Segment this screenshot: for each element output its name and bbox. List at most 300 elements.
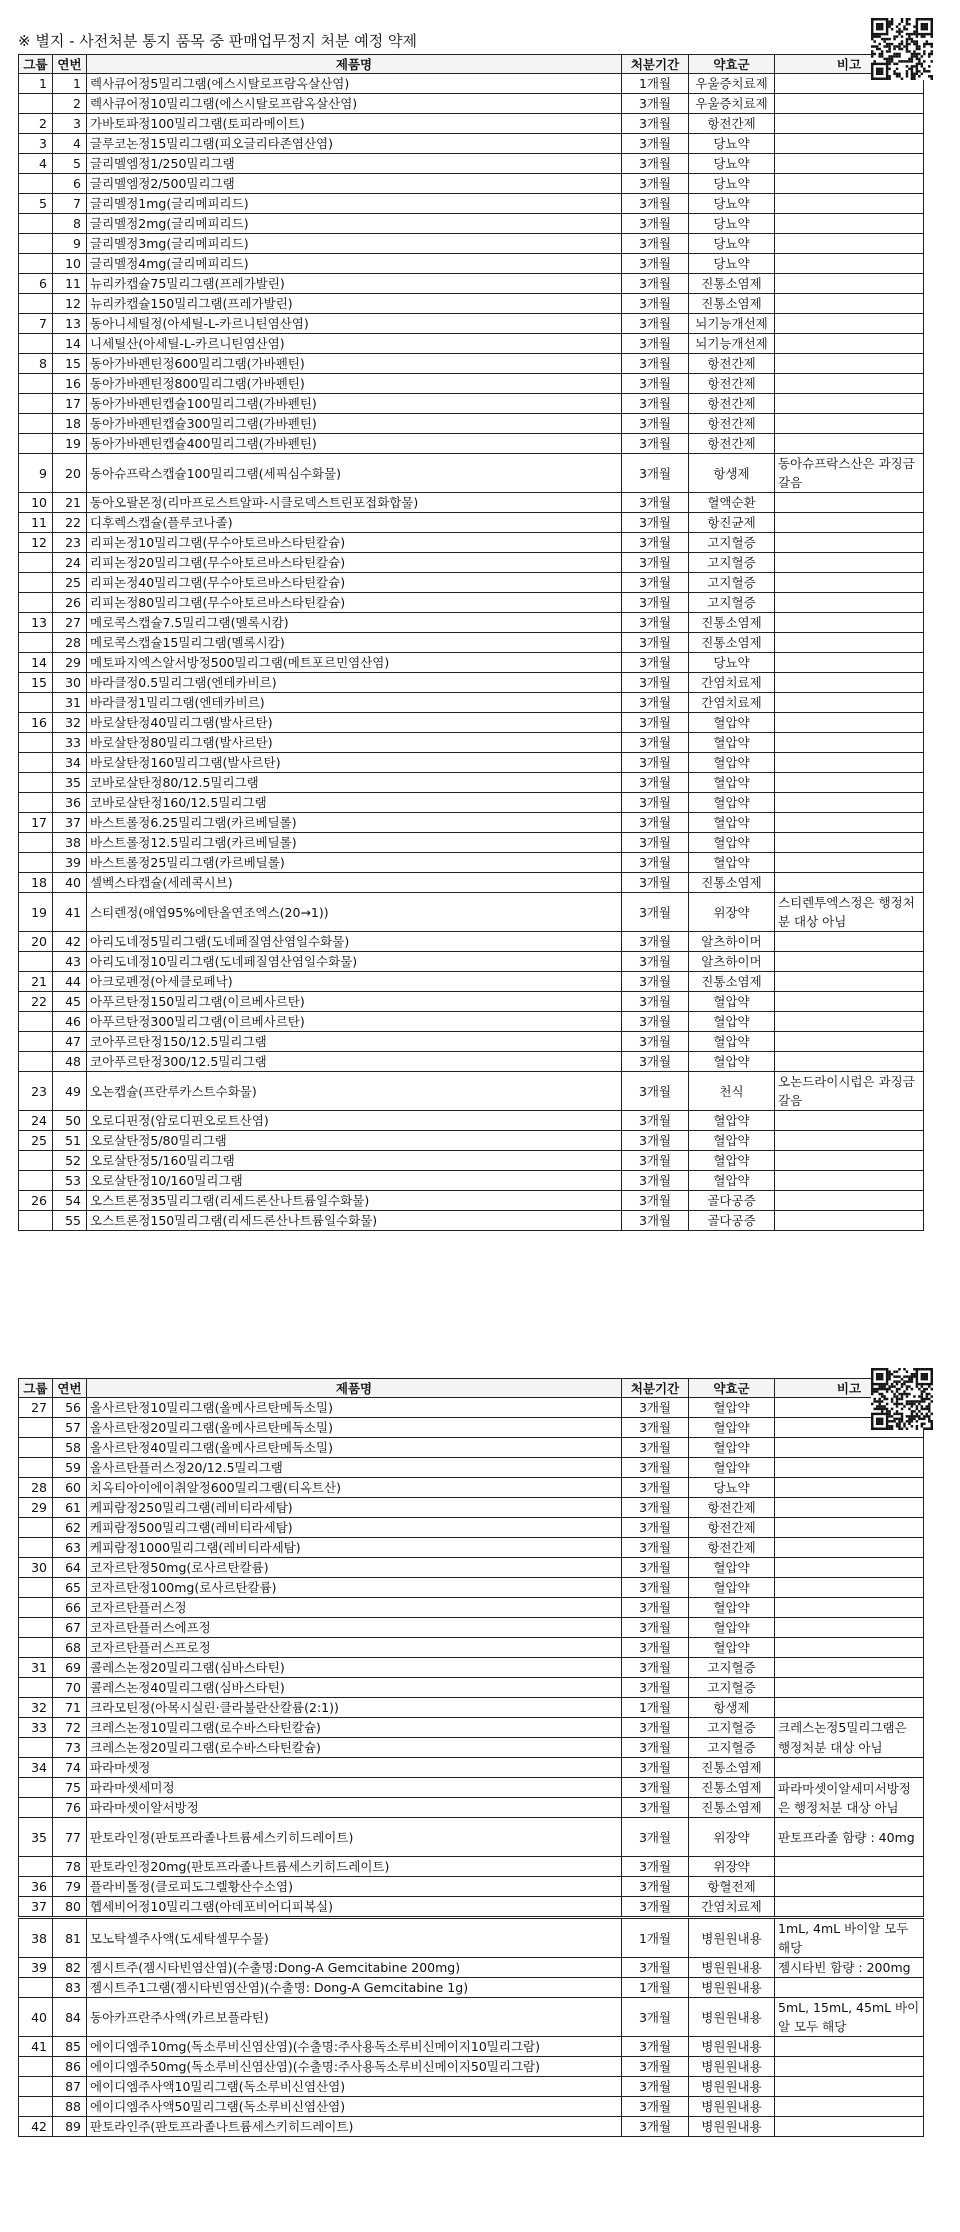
period-cell: 3개월: [622, 134, 689, 154]
serial-cell: 18: [53, 414, 87, 434]
product-name-cell: 아리도네정10밀리그램(도네페질염산염일수화물): [87, 952, 622, 972]
class-cell: 간염치료제: [689, 1897, 775, 1918]
group-cell: [19, 174, 53, 194]
header-remark: 비고: [775, 55, 924, 74]
serial-cell: 6: [53, 174, 87, 194]
class-cell: 당뇨약: [689, 254, 775, 274]
class-cell: 혈압약: [689, 992, 775, 1012]
product-name-cell: 에이디엠주50mg(독소루비신염산염)(수출명:주사용독소루비신메이지50밀리그람): [87, 2057, 622, 2077]
table-row: [19, 972, 924, 992]
product-name-cell: 코아푸르탄정300/12.5밀리그램: [87, 1052, 622, 1072]
class-cell: 고지혈증: [689, 1658, 775, 1678]
product-name-cell: 코자르탄플러스프로정: [87, 1638, 622, 1658]
period-cell: 3개월: [622, 1191, 689, 1211]
serial-cell: 56: [53, 1398, 87, 1418]
group-cell: [19, 753, 53, 773]
class-cell: 위장약: [689, 893, 775, 932]
remark-cell: [775, 813, 924, 833]
remark-cell: [775, 493, 924, 513]
remark-cell: [775, 354, 924, 374]
remark-cell: [775, 1032, 924, 1052]
period-cell: 3개월: [622, 1558, 689, 1578]
class-cell: 혈압약: [689, 1638, 775, 1658]
remark-cell: [775, 434, 924, 454]
table-row: [19, 374, 924, 394]
group-cell: 37: [19, 1897, 53, 1918]
period-cell: 3개월: [622, 773, 689, 793]
table-row: [19, 1758, 924, 1778]
table-row: [19, 1418, 924, 1438]
remark-cell: [775, 1151, 924, 1171]
serial-cell: 85: [53, 2037, 87, 2057]
remark-cell: [775, 853, 924, 873]
group-cell: 16: [19, 713, 53, 733]
group-cell: 20: [19, 932, 53, 952]
remark-cell: [775, 394, 924, 414]
period-cell: 3개월: [622, 334, 689, 354]
group-cell: [19, 1518, 53, 1538]
table-row: [19, 613, 924, 633]
group-cell: [19, 733, 53, 753]
period-cell: 3개월: [622, 1857, 689, 1877]
serial-cell: 20: [53, 454, 87, 493]
serial-cell: 9: [53, 234, 87, 254]
class-cell: 항전간제: [689, 1538, 775, 1558]
group-cell: [19, 1578, 53, 1598]
serial-cell: 46: [53, 1012, 87, 1032]
group-cell: [19, 1778, 53, 1798]
serial-cell: 87: [53, 2077, 87, 2097]
group-cell: 23: [19, 1072, 53, 1111]
class-cell: 천식: [689, 1072, 775, 1111]
class-cell: 혈압약: [689, 1052, 775, 1072]
remark-cell: [775, 414, 924, 434]
period-cell: 3개월: [622, 1151, 689, 1171]
class-cell: 진통소염제: [689, 972, 775, 992]
period-cell: 3개월: [622, 753, 689, 773]
group-cell: 32: [19, 1698, 53, 1718]
table-row: [19, 1998, 924, 2037]
table-header-row: [19, 55, 924, 74]
document-page-2: [18, 1378, 923, 2137]
serial-cell: 16: [53, 374, 87, 394]
class-cell: 항전간제: [689, 414, 775, 434]
group-cell: [19, 2077, 53, 2097]
period-cell: 3개월: [622, 992, 689, 1012]
group-cell: 24: [19, 1111, 53, 1131]
group-cell: [19, 1052, 53, 1072]
group-cell: 41: [19, 2037, 53, 2057]
serial-cell: 13: [53, 314, 87, 334]
group-cell: 31: [19, 1658, 53, 1678]
class-cell: 고지혈증: [689, 573, 775, 593]
serial-cell: 88: [53, 2097, 87, 2117]
class-cell: 항생제: [689, 454, 775, 493]
group-cell: [19, 1857, 53, 1877]
product-name-cell: 디후렉스캡슐(플루코나졸): [87, 513, 622, 533]
table-row: [19, 1818, 924, 1857]
class-cell: 진통소염제: [689, 1758, 775, 1778]
table-row: [19, 673, 924, 693]
period-cell: 3개월: [622, 394, 689, 414]
product-name-cell: 코바로살탄정160/12.5밀리그램: [87, 793, 622, 813]
serial-cell: 62: [53, 1518, 87, 1538]
document-page-1: [18, 28, 923, 1231]
group-cell: [19, 1618, 53, 1638]
class-cell: 뇌기능개선제: [689, 314, 775, 334]
class-cell: 간염치료제: [689, 673, 775, 693]
period-cell: 3개월: [622, 1958, 689, 1978]
product-name-cell: 오로디핀정(암로디핀오로트산염): [87, 1111, 622, 1131]
table-row: [19, 873, 924, 893]
serial-cell: 82: [53, 1958, 87, 1978]
remark-cell: [775, 1578, 924, 1598]
group-cell: 22: [19, 992, 53, 1012]
table-row: [19, 234, 924, 254]
period-cell: 3개월: [622, 1618, 689, 1638]
product-name-cell: 메토파지엑스알서방정500밀리그램(메트포르민염산염): [87, 653, 622, 673]
period-cell: 3개월: [622, 214, 689, 234]
table-row: [19, 1438, 924, 1458]
table-row: [19, 693, 924, 713]
remark-cell: 행정처분 대상 아님: [775, 1738, 924, 1758]
product-name-cell: 글루코논정15밀리그램(피오글리타존염산염): [87, 134, 622, 154]
serial-cell: 26: [53, 593, 87, 613]
remark-cell: [775, 533, 924, 553]
remark-cell: [775, 1498, 924, 1518]
class-cell: 우울증치료제: [689, 94, 775, 114]
table-row: [19, 813, 924, 833]
remark-cell: [775, 873, 924, 893]
class-cell: 고지혈증: [689, 533, 775, 553]
product-name-cell: 헵세비어정10밀리그램(아데포비어디피복실): [87, 1897, 622, 1918]
group-cell: 10: [19, 493, 53, 513]
group-cell: [19, 573, 53, 593]
period-cell: 3개월: [622, 234, 689, 254]
period-cell: 3개월: [622, 1758, 689, 1778]
group-cell: [19, 593, 53, 613]
class-cell: 병원원내용: [689, 1918, 775, 1958]
group-cell: [19, 773, 53, 793]
class-cell: 골다공증: [689, 1191, 775, 1211]
serial-cell: 2: [53, 94, 87, 114]
class-cell: 혈압약: [689, 833, 775, 853]
table-row: [19, 414, 924, 434]
table-row: [19, 434, 924, 454]
group-cell: [19, 1798, 53, 1818]
product-name-cell: 바라클정1밀리그램(엔테카비르): [87, 693, 622, 713]
class-cell: 혈압약: [689, 1111, 775, 1131]
product-name-cell: 크레스논정20밀리그램(로수바스타틴칼슘): [87, 1738, 622, 1758]
remark-cell: [775, 573, 924, 593]
product-name-cell: 바로살탄정40밀리그램(발사르탄): [87, 713, 622, 733]
period-cell: 1개월: [622, 1978, 689, 1998]
period-cell: 3개월: [622, 434, 689, 454]
serial-cell: 37: [53, 813, 87, 833]
product-name-cell: 렉사큐어정5밀리그램(에스시탈로프람옥살산염): [87, 74, 622, 94]
period-cell: 3개월: [622, 2117, 689, 2137]
class-cell: 알츠하이머: [689, 952, 775, 972]
serial-cell: 73: [53, 1738, 87, 1758]
remark-cell: 오논드라이시럽은 과징금 갈음: [775, 1072, 924, 1111]
table-row: [19, 932, 924, 952]
period-cell: 3개월: [622, 1818, 689, 1857]
class-cell: 혈압약: [689, 773, 775, 793]
group-cell: [19, 1978, 53, 1998]
group-cell: 26: [19, 1191, 53, 1211]
group-cell: 36: [19, 1877, 53, 1897]
table-row: [19, 1558, 924, 1578]
product-name-cell: 코자르탄플러스에프정: [87, 1618, 622, 1638]
product-name-cell: 바로살탄정80밀리그램(발사르탄): [87, 733, 622, 753]
table-row: [19, 713, 924, 733]
header-name: 제품명: [87, 55, 622, 74]
serial-cell: 45: [53, 992, 87, 1012]
serial-cell: 28: [53, 633, 87, 653]
serial-cell: 61: [53, 1498, 87, 1518]
product-name-cell: 젬시트주1그램(젬시타빈염산염)(수출명: Dong-A Gemcitabine 1g): [87, 1978, 622, 1998]
group-cell: [19, 633, 53, 653]
remark-cell: [775, 833, 924, 853]
header-class: 약효군: [689, 1379, 775, 1398]
class-cell: 당뇨약: [689, 174, 775, 194]
group-cell: 14: [19, 653, 53, 673]
class-cell: 우울증치료제: [689, 74, 775, 94]
table-row: [19, 1678, 924, 1698]
group-cell: 21: [19, 972, 53, 992]
remark-cell: [775, 713, 924, 733]
drug-table-page-1: [18, 54, 924, 1231]
period-cell: 3개월: [622, 274, 689, 294]
table-row: [19, 853, 924, 873]
product-name-cell: 판토라인정(판토프라졸나트륨세스키히드레이트): [87, 1818, 622, 1857]
class-cell: 당뇨약: [689, 194, 775, 214]
class-cell: 혈액순환: [689, 493, 775, 513]
period-cell: 3개월: [622, 314, 689, 334]
class-cell: 항전간제: [689, 1518, 775, 1538]
class-cell: 고지혈증: [689, 593, 775, 613]
period-cell: 3개월: [622, 693, 689, 713]
table-row: [19, 394, 924, 414]
remark-cell: [775, 114, 924, 134]
product-name-cell: 에이디엠주사액10밀리그램(독소루비신염산염): [87, 2077, 622, 2097]
product-name-cell: 코바로살탄정80/12.5밀리그램: [87, 773, 622, 793]
product-name-cell: 동아가바펜틴캡슐300밀리그램(가바펜틴): [87, 414, 622, 434]
product-name-cell: 바스트롤정25밀리그램(카르베딜롤): [87, 853, 622, 873]
period-cell: 3개월: [622, 94, 689, 114]
class-cell: 진통소염제: [689, 633, 775, 653]
table-row: [19, 833, 924, 853]
class-cell: 혈압약: [689, 713, 775, 733]
table-row: [19, 2117, 924, 2137]
remark-cell: [775, 334, 924, 354]
period-cell: 3개월: [622, 1418, 689, 1438]
remark-cell: [775, 1111, 924, 1131]
period-cell: 3개월: [622, 1012, 689, 1032]
remark-cell: [775, 633, 924, 653]
table-row: [19, 1131, 924, 1151]
serial-cell: 79: [53, 1877, 87, 1897]
group-cell: [19, 1598, 53, 1618]
serial-cell: 25: [53, 573, 87, 593]
class-cell: 진통소염제: [689, 613, 775, 633]
period-cell: 3개월: [622, 813, 689, 833]
group-cell: 12: [19, 533, 53, 553]
product-name-cell: 동아가바펜틴캡슐400밀리그램(가바펜틴): [87, 434, 622, 454]
remark-cell: [775, 753, 924, 773]
table-row: [19, 1538, 924, 1558]
period-cell: 3개월: [622, 1638, 689, 1658]
group-cell: [19, 1438, 53, 1458]
class-cell: 혈압약: [689, 1618, 775, 1638]
period-cell: 3개월: [622, 374, 689, 394]
product-name-cell: 아리도네정5밀리그램(도네페질염산염일수화물): [87, 932, 622, 952]
period-cell: 3개월: [622, 713, 689, 733]
class-cell: 혈압약: [689, 1151, 775, 1171]
class-cell: 고지혈증: [689, 553, 775, 573]
period-cell: 3개월: [622, 1438, 689, 1458]
remark-cell: [775, 2037, 924, 2057]
class-cell: 간염치료제: [689, 693, 775, 713]
table-row: [19, 1111, 924, 1131]
remark-cell: [775, 2057, 924, 2077]
class-cell: 고지혈증: [689, 1738, 775, 1758]
group-cell: 27: [19, 1398, 53, 1418]
table-header-row: [19, 1379, 924, 1398]
table-row: [19, 1598, 924, 1618]
serial-cell: 77: [53, 1818, 87, 1857]
product-name-cell: 뉴리카캡슐150밀리그램(프레가발린): [87, 294, 622, 314]
period-cell: 3개월: [622, 932, 689, 952]
period-cell: 3개월: [622, 354, 689, 374]
serial-cell: 74: [53, 1758, 87, 1778]
serial-cell: 5: [53, 154, 87, 174]
group-cell: 6: [19, 274, 53, 294]
product-name-cell: 코자르탄플러스정: [87, 1598, 622, 1618]
class-cell: 항진균제: [689, 513, 775, 533]
product-name-cell: 오로살탄정10/160밀리그램: [87, 1171, 622, 1191]
serial-cell: 50: [53, 1111, 87, 1131]
group-cell: [19, 434, 53, 454]
table-row: [19, 1151, 924, 1171]
table-row: [19, 1638, 924, 1658]
remark-cell: [775, 513, 924, 533]
table-row: [19, 1518, 924, 1538]
period-cell: 3개월: [622, 853, 689, 873]
remark-cell: [775, 1211, 924, 1231]
serial-cell: 59: [53, 1458, 87, 1478]
remark-cell: [775, 1191, 924, 1211]
serial-cell: 48: [53, 1052, 87, 1072]
period-cell: 3개월: [622, 1131, 689, 1151]
group-cell: 35: [19, 1818, 53, 1857]
class-cell: 병원원내용: [689, 2037, 775, 2057]
serial-cell: 8: [53, 214, 87, 234]
remark-cell: [775, 932, 924, 952]
serial-cell: 72: [53, 1718, 87, 1738]
product-name-cell: 치옥티아이에이취알정600밀리그램(티옥트산): [87, 1478, 622, 1498]
remark-cell: [775, 294, 924, 314]
product-name-cell: 에이디엠주사액50밀리그램(독소루비신염산염): [87, 2097, 622, 2117]
serial-cell: 39: [53, 853, 87, 873]
period-cell: 3개월: [622, 553, 689, 573]
product-name-cell: 에이디엠주10mg(독소루비신염산염)(수출명:주사용독소루비신메이지10밀리그람): [87, 2037, 622, 2057]
period-cell: 3개월: [622, 952, 689, 972]
group-cell: [19, 793, 53, 813]
remark-cell: [775, 1638, 924, 1658]
table-row: [19, 513, 924, 533]
period-cell: 3개월: [622, 972, 689, 992]
product-name-cell: 코아푸르탄정150/12.5밀리그램: [87, 1032, 622, 1052]
class-cell: 병원원내용: [689, 2077, 775, 2097]
table-row: [19, 1658, 924, 1678]
group-cell: [19, 1678, 53, 1698]
product-name-cell: 파라마셋이알서방정: [87, 1798, 622, 1818]
table-row: [19, 633, 924, 653]
remark-cell: [775, 1052, 924, 1072]
period-cell: 3개월: [622, 493, 689, 513]
product-name-cell: 리피논정80밀리그램(무수아토르바스타틴칼슘): [87, 593, 622, 613]
group-cell: 28: [19, 1478, 53, 1498]
period-cell: 3개월: [622, 633, 689, 653]
period-cell: 3개월: [622, 1798, 689, 1818]
group-cell: [19, 1032, 53, 1052]
class-cell: 혈압약: [689, 1418, 775, 1438]
class-cell: 당뇨약: [689, 234, 775, 254]
product-name-cell: 니세틸산(아세틸-L-카르니틴염산염): [87, 334, 622, 354]
product-name-cell: 파라마셋정: [87, 1758, 622, 1778]
table-row: [19, 893, 924, 932]
table-row: [19, 274, 924, 294]
serial-cell: 64: [53, 1558, 87, 1578]
product-name-cell: 셀벡스타캡슐(세레콕시브): [87, 873, 622, 893]
class-cell: 혈압약: [689, 853, 775, 873]
serial-cell: 69: [53, 1658, 87, 1678]
period-cell: 3개월: [622, 154, 689, 174]
remark-cell: 동아슈프락스산은 과징금 갈음: [775, 454, 924, 493]
period-cell: 3개월: [622, 114, 689, 134]
group-cell: [19, 553, 53, 573]
serial-cell: 53: [53, 1171, 87, 1191]
table-row: [19, 74, 924, 94]
remark-cell: [775, 154, 924, 174]
serial-cell: 47: [53, 1032, 87, 1052]
remark-cell: [775, 374, 924, 394]
period-cell: 3개월: [622, 1718, 689, 1738]
product-name-cell: 글리멜정1mg(글리메피리드): [87, 194, 622, 214]
product-name-cell: 올사르탄플러스정20/12.5밀리그램: [87, 1458, 622, 1478]
remark-cell: [775, 653, 924, 673]
header-name: 제품명: [87, 1379, 622, 1398]
remark-cell: [775, 2097, 924, 2117]
serial-cell: 7: [53, 194, 87, 214]
group-cell: 33: [19, 1718, 53, 1738]
class-cell: 혈압약: [689, 813, 775, 833]
period-cell: 3개월: [622, 1778, 689, 1798]
class-cell: 혈압약: [689, 1598, 775, 1618]
remark-cell: [775, 1478, 924, 1498]
period-cell: 3개월: [622, 1211, 689, 1231]
table-row: [19, 653, 924, 673]
header-period: 처분기간: [622, 1379, 689, 1398]
table-row: [19, 553, 924, 573]
period-cell: 3개월: [622, 254, 689, 274]
class-cell: 병원원내용: [689, 1998, 775, 2037]
group-cell: 25: [19, 1131, 53, 1151]
group-cell: [19, 2097, 53, 2117]
product-name-cell: 코자르탄정100mg(로사르탄칼륨): [87, 1578, 622, 1598]
product-name-cell: 가바토파정100밀리그램(토피라메이트): [87, 114, 622, 134]
